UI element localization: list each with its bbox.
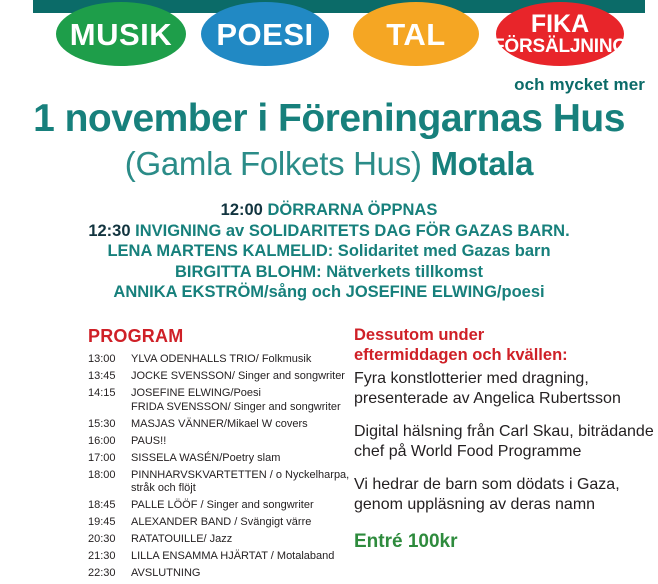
category-badge-fika	[493, 2, 627, 66]
category-badge-fika-sublabel: FÖRSÄLJNING	[493, 36, 627, 57]
program-row-time: 20:30	[88, 533, 116, 545]
opening-time: 12:00	[220, 201, 263, 219]
program-row	[88, 550, 360, 564]
program-row-desc-main: JOSEFINE ELWING/Poesi	[131, 387, 261, 399]
category-badge-poesi-label: POESI	[216, 16, 314, 52]
body-columns	[0, 326, 658, 579]
program-row	[88, 370, 360, 384]
program-row-desc: SISSELA WASÉN/Poetry slam	[131, 451, 281, 464]
program-row-desc	[131, 469, 360, 496]
program-row-time: 14:15	[88, 387, 116, 399]
program-row-desc: RATATOUILLE/ Jazz	[131, 533, 233, 545]
program-row-desc-main: PINNHARVSKVARTETTEN / o Nyckelharpa,	[131, 468, 350, 481]
program-row-time: 19:45	[88, 516, 116, 528]
extras-heading-line1: Dessutom under	[354, 326, 485, 344]
page-title: 1 november i Föreningarnas Hus	[33, 97, 625, 140]
program-row-desc-sub: FRIDA SVENSSON/ Singer and songwriter	[131, 400, 341, 413]
program-row-desc: PAUS!!	[131, 434, 167, 447]
opening-text: INVIGNING av SOLIDARITETS DAG FÖR GAZAS BARN.	[135, 221, 570, 240]
program-row-desc: PALLE LÖÖF / Singer and songwriter	[131, 499, 314, 511]
program-row	[88, 469, 360, 496]
extras-heading-line2: eftermiddagen och kvällen:	[354, 345, 568, 364]
program-row-time: 13:00	[88, 353, 116, 365]
program-row-desc	[131, 387, 360, 414]
program-row-desc: LILLA ENSAMMA HJÄRTAT / Motalaband	[131, 550, 335, 562]
opening-text: ANNIKA EKSTRÖM/sång och JOSEFINE ELWING/poesi	[113, 283, 545, 301]
program-row-desc: ALEXANDER BAND / Svängigt värre	[131, 516, 312, 528]
program-row	[88, 435, 360, 449]
program-row-time: 21:30	[88, 550, 116, 562]
opening-time: 12:30	[88, 221, 131, 240]
program-row	[88, 567, 360, 581]
opening-text: LENA MARTENS KALMELID: Solidaritet med Gazas barn	[107, 242, 551, 260]
program-row-time: 18:45	[88, 499, 116, 511]
venue-alias: (Gamla Folkets Hus)	[124, 145, 431, 182]
opening-text: DÖRRARNA ÖPPNAS	[267, 201, 438, 219]
program-row-desc: AVSLUTNING	[131, 567, 201, 579]
opening-line	[0, 282, 658, 303]
extras-paragraph: Fyra konstlotterier med dragning, presenterade av Angelica Rubertsson	[354, 370, 621, 407]
opening-line	[0, 262, 658, 283]
venue-city: Motala	[430, 145, 534, 182]
entry-price: Entré 100kr	[354, 531, 458, 552]
program-row-desc: JOCKE SVENSSON/ Singer and songwriter	[131, 370, 345, 382]
category-badge-poesi	[201, 2, 329, 66]
program-row-time: 13:45	[88, 370, 116, 382]
program-row	[88, 387, 360, 414]
extras-paragraph: Vi hedrar de barn som dödats i Gaza, genom uppläsning av deras namn	[354, 476, 620, 513]
program-row	[88, 418, 360, 432]
opening-line	[0, 200, 658, 221]
program-row-time: 15:30	[88, 417, 116, 430]
program-heading: PROGRAM	[88, 326, 184, 346]
opening-line	[0, 241, 658, 262]
program-row	[88, 499, 360, 513]
program-row-desc: MASJAS VÄNNER/Mikael W covers	[131, 417, 308, 430]
program-row	[88, 452, 360, 466]
program-row-time: 18:00	[88, 468, 116, 481]
category-badge-fika-label: FIKA	[530, 10, 590, 38]
program-row	[88, 353, 360, 367]
page-subtitle	[0, 145, 658, 183]
program-row-desc-sub: stråk och flöjt	[131, 482, 196, 494]
category-badges	[0, 2, 658, 68]
category-badge-tal-label: TAL	[386, 16, 446, 52]
category-badge-musik	[56, 2, 186, 66]
opening-schedule	[0, 200, 658, 303]
opening-line	[0, 221, 658, 242]
program-row-desc: YLVA ODENHALLS TRIO/ Folkmusik	[131, 353, 312, 365]
program-row-time: 17:00	[88, 451, 116, 464]
program-row	[88, 516, 360, 530]
extras-heading	[354, 326, 654, 365]
program-row-time: 22:30	[88, 567, 116, 579]
opening-text: BIRGITTA BLOHM: Nätverkets tillkomst	[174, 262, 484, 281]
program-row	[88, 533, 360, 547]
category-badge-musik-label: MUSIK	[69, 16, 173, 52]
extras-column	[354, 326, 654, 553]
program-column	[88, 326, 360, 584]
tagline-och-mycket-mer: och mycket mer	[514, 75, 645, 94]
extras-paragraph: Digital hälsning från Carl Skau, biträdande chef på World Food Programme	[354, 423, 654, 460]
category-badge-tal	[353, 2, 479, 66]
program-row-time: 16:00	[88, 434, 116, 447]
